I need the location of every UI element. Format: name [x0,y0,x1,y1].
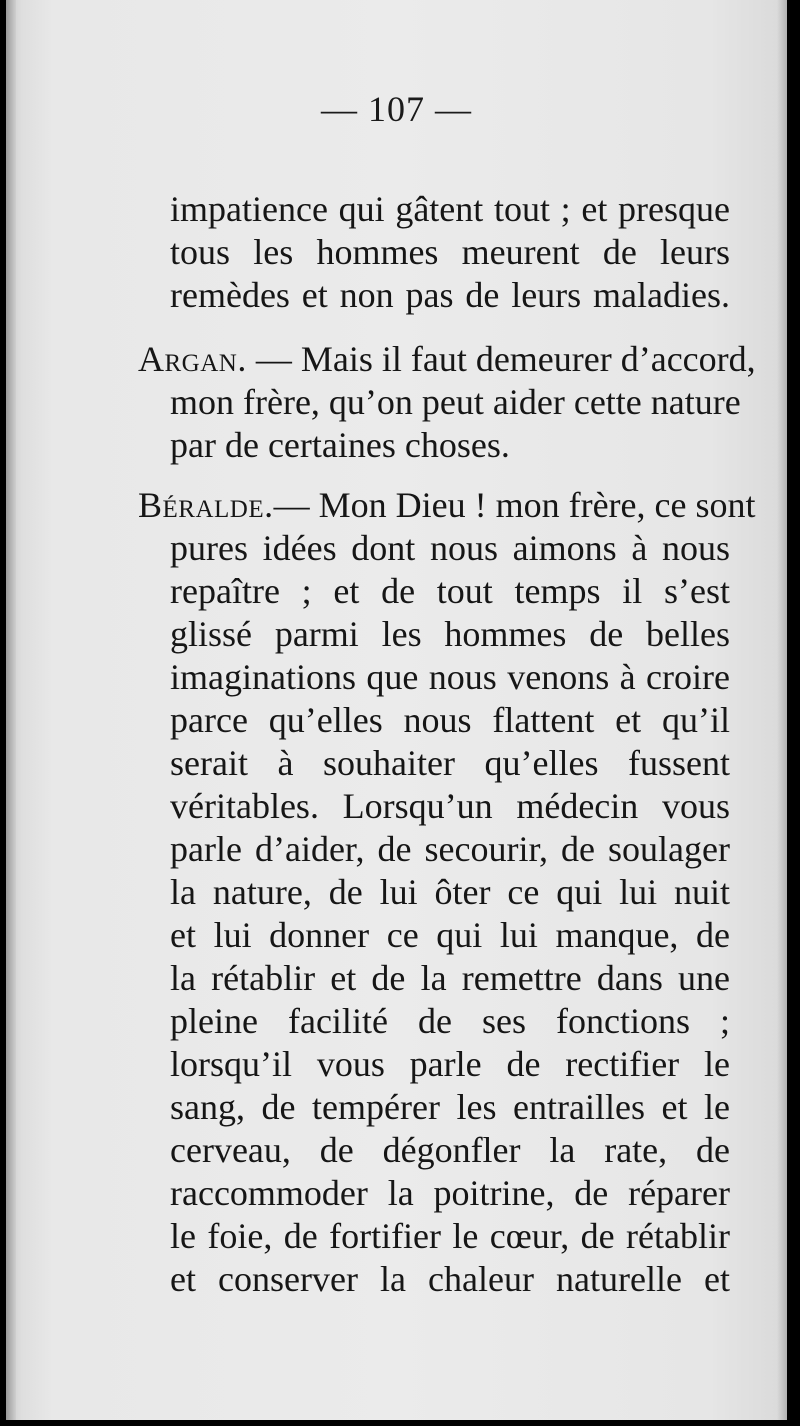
text-line: glissé parmi les hommes de belles [170,614,730,654]
text-line: et conserver la chaleur naturelle et [170,1259,730,1299]
text-line: sang, de tempérer les entrailles et le [170,1087,730,1127]
text-line: remèdes et non pas de leurs maladies. [170,275,730,315]
text-line: mon frère, qu’on peut aider cette nature [170,382,741,422]
text-line: par de certaines choses. [170,425,510,465]
text-line: parle d’aider, de secourir, de soulager [170,829,730,869]
speech-start: — Mon Dieu ! mon frère, ce sont [273,485,756,525]
page-spine-shadow [6,0,16,1420]
text-line: pures idées dont nous aimons à nous [170,528,730,568]
text-line: lorsqu’il vous parle de rectifier le [170,1044,730,1084]
text-line: repaître ; et de tout temps il s’est [170,571,730,611]
text-line: impatience qui gâtent tout ; et presque [170,189,730,229]
text-line: tous les hommes meurent de leurs [170,232,730,272]
speaker-line [138,338,756,380]
page-number: — 107 — [321,89,472,129]
text-line: et lui donner ce qui lui manque, de [170,915,730,955]
page-edge-shadow [777,0,787,1420]
text-line: le foie, de fortifier le cœur, de rétablir [170,1216,730,1256]
text-line: imaginations que nous venons à croire [170,657,730,697]
text-line: véritables. Lorsqu’un médecin vous [170,786,730,826]
text-line: raccommoder la poitrine, de réparer [170,1173,730,1213]
speaker-line [138,484,756,526]
text-line: la rétablir et de la remettre dans une [170,958,730,998]
text-line: la nature, de lui ôter ce qui lui nuit [170,872,730,912]
text-line: parce qu’elles nous flattent et qu’il [170,700,730,740]
speaker-name: Béralde. [138,485,274,525]
book-page [6,0,787,1420]
text-line: pleine facilité de ses fonctions ; [170,1001,730,1041]
speaker-name: Argan. [138,339,247,379]
text-line: cerveau, de dégonfler la rate, de [170,1130,730,1170]
speech-start: — Mais il faut demeurer d’accord, [246,339,756,379]
text-line: serait à souhaiter qu’elles fussent [170,743,730,783]
